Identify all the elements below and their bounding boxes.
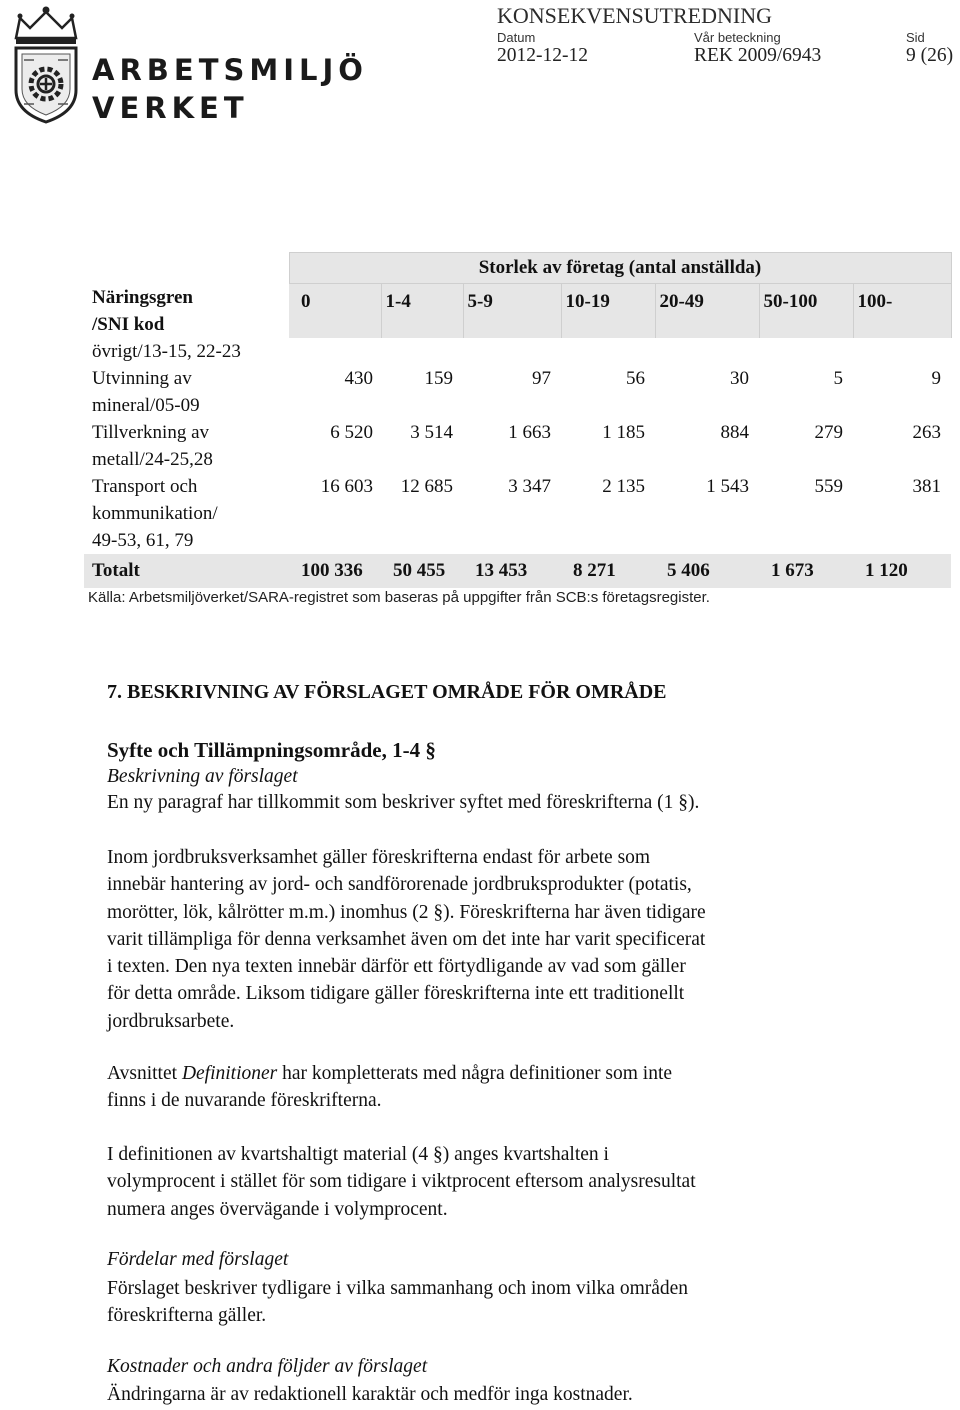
- table-cell: 1 185: [602, 421, 645, 443]
- table-cell: 97: [532, 367, 551, 389]
- row-label: [84, 338, 289, 365]
- paragraph-line: numera anges övervägande i volymprocent.: [107, 1198, 448, 1220]
- row-label: [84, 419, 289, 473]
- table-cell: 2 135: [602, 475, 645, 497]
- column-header: 100-: [853, 284, 951, 338]
- text-run: har kompletterats med några definitioner som inte: [277, 1063, 673, 1084]
- paragraph-line: varit tillämpliga för denna verksamhet även om det inte har varit specificerat: [107, 928, 706, 950]
- total-cell: 1 673: [759, 554, 853, 588]
- table-row: [84, 419, 951, 473]
- date-label: Datum: [497, 30, 536, 45]
- date-value: 2012-12-12: [497, 45, 588, 66]
- row-label-line: metall/24-25,28: [92, 448, 213, 470]
- costs-heading: Kostnader och andra följder av förslaget: [107, 1356, 428, 1377]
- document-type: KONSEKVENSUTREDNING: [497, 3, 772, 28]
- table-cell: 430: [344, 367, 373, 389]
- table-row: [84, 365, 951, 419]
- column-header: 5-9: [463, 284, 561, 338]
- table-cell: 9: [931, 367, 941, 389]
- paragraph-line: morötter, lök, kålrötter m.m.) inomhus (2 §). Föreskrifterna har även tidigare: [107, 901, 706, 923]
- table-cell: 3 347: [508, 475, 551, 497]
- coat-of-arms-emblem: [6, 4, 86, 126]
- reference-label: Vår beteckning: [694, 30, 781, 45]
- total-cell: 1 120: [853, 554, 951, 588]
- paragraph-line: En ny paragraf har tillkommit som beskriver syftet med föreskrifterna (1 §).: [107, 792, 700, 813]
- table-row: [84, 473, 951, 554]
- paragraph-line: föreskrifterna gäller.: [107, 1305, 267, 1327]
- total-cell: 8 271: [561, 554, 655, 588]
- paragraph-definitions: [107, 1060, 867, 1115]
- paragraph-line: Ändringarna är av redaktionell karaktär och medför inga kostnader.: [107, 1384, 633, 1405]
- table-corner-cell: [84, 253, 289, 284]
- table-cell: 159: [424, 367, 453, 389]
- table-cell: 5: [833, 367, 843, 389]
- description-heading: Beskrivning av förslaget: [107, 766, 298, 787]
- industry-header: [84, 284, 289, 338]
- column-header: 1-4: [381, 284, 463, 338]
- page-label: Sid: [906, 30, 925, 45]
- row-label-line: Tillverkning av: [92, 421, 209, 443]
- company-size-group-header: Storlek av företag (antal anställda): [289, 253, 951, 284]
- logo-wordmark-line2: VERKET: [92, 91, 249, 125]
- paragraph-advantages: [107, 1275, 867, 1330]
- industry-header-line: Näringsgren: [92, 286, 193, 308]
- table-cell: 1 543: [706, 475, 749, 497]
- paragraph-line: i texten. Den nya texten innebär därför ett förtydligande av vad som gäller: [107, 956, 686, 978]
- industry-header-line: /SNI kod: [92, 313, 165, 335]
- total-label: Totalt: [84, 554, 289, 588]
- paragraph-line: finns i de nuvarande föreskrifterna.: [107, 1090, 382, 1112]
- definitions-term: Definitioner: [181, 1063, 278, 1084]
- row-label-line: Utvinning av: [92, 367, 192, 389]
- table-cell: 263: [912, 421, 941, 443]
- table-source-note: Källa: Arbetsmiljöverket/SARA-registret som baseras på uppgifter från SCB:s företagsregister.: [88, 589, 710, 606]
- row-label: [84, 473, 289, 554]
- paragraph-costs: [107, 1381, 867, 1408]
- paragraph-agriculture: [107, 844, 867, 1035]
- table-cell: 6 520: [330, 421, 373, 443]
- total-cell: 5 406: [655, 554, 759, 588]
- column-header: 50-100: [759, 284, 853, 338]
- total-cell: 13 453: [463, 554, 561, 588]
- table-cell: 30: [730, 367, 749, 389]
- table-cell: 1 663: [508, 421, 551, 443]
- page-number: 9 (26): [906, 45, 954, 66]
- table-cell: 16 603: [320, 475, 373, 497]
- paragraph-line: Förslaget beskriver tydligare i vilka sammanhang och inom vilka områden: [107, 1278, 689, 1299]
- paragraph-line: Inom jordbruksverksamhet gäller föreskrifterna endast för arbete som: [107, 847, 651, 868]
- table-cell: 279: [814, 421, 843, 443]
- table-row: [84, 338, 951, 365]
- table-cell: 3 514: [410, 421, 453, 443]
- column-header: 20-49: [655, 284, 759, 338]
- paragraph-quartz: [107, 1141, 867, 1223]
- advantages-heading: Fördelar med förslaget: [107, 1249, 289, 1270]
- row-label: [84, 365, 289, 419]
- table-group-header-row: [84, 253, 951, 284]
- table-cell: 56: [626, 367, 645, 389]
- row-label-line: 49-53, 61, 79: [92, 529, 194, 551]
- section-heading: 7. BESKRIVNING AV FÖRSLAGET OMRÅDE FÖR OMRÅDE: [107, 681, 667, 703]
- row-label-line: kommunikation/: [92, 502, 218, 524]
- paragraph-line: volymprocent i stället för som tidigare i viktprocent eftersom analysresultat: [107, 1171, 696, 1193]
- paragraph-line: för detta område. Liksom tidigare gäller föreskrifterna inte ett traditionellt: [107, 983, 685, 1005]
- row-label-line: mineral/05-09: [92, 394, 200, 416]
- paragraph-line: innebär hantering av jord- och sandförorenade jordbruksprodukter (potatis,: [107, 874, 692, 896]
- paragraph-line: I definitionen av kvartshaltigt material (4 §) anges kvartshalten i: [107, 1144, 609, 1165]
- agency-logo: [6, 4, 368, 126]
- table-cell: 884: [720, 421, 749, 443]
- table-cell: 559: [814, 475, 843, 497]
- row-label-line: övrigt/13-15, 22-23: [92, 340, 241, 362]
- row-label-line: Transport och: [92, 475, 198, 497]
- reference-value: REK 2009/6943: [694, 45, 822, 66]
- text-run: Avsnittet: [107, 1063, 182, 1084]
- total-cell: 100 336: [289, 554, 381, 588]
- subsection-heading: Syfte och Tillämpningsområde, 1-4 §: [107, 738, 436, 762]
- column-header: 0: [289, 284, 381, 338]
- table-column-header-row: [84, 284, 951, 338]
- table-total-row: [84, 554, 951, 588]
- column-header: 10-19: [561, 284, 655, 338]
- company-size-table: [84, 252, 952, 588]
- paragraph-line: jordbruksarbete.: [107, 1010, 235, 1032]
- total-cell: 50 455: [381, 554, 463, 588]
- table-cell: 12 685: [400, 475, 453, 497]
- table-cell: 381: [912, 475, 941, 497]
- paragraph-line: [107, 1060, 867, 1087]
- logo-wordmark-line1: ARBETSMILJÖ: [92, 53, 368, 87]
- paragraph-purpose: [107, 789, 867, 816]
